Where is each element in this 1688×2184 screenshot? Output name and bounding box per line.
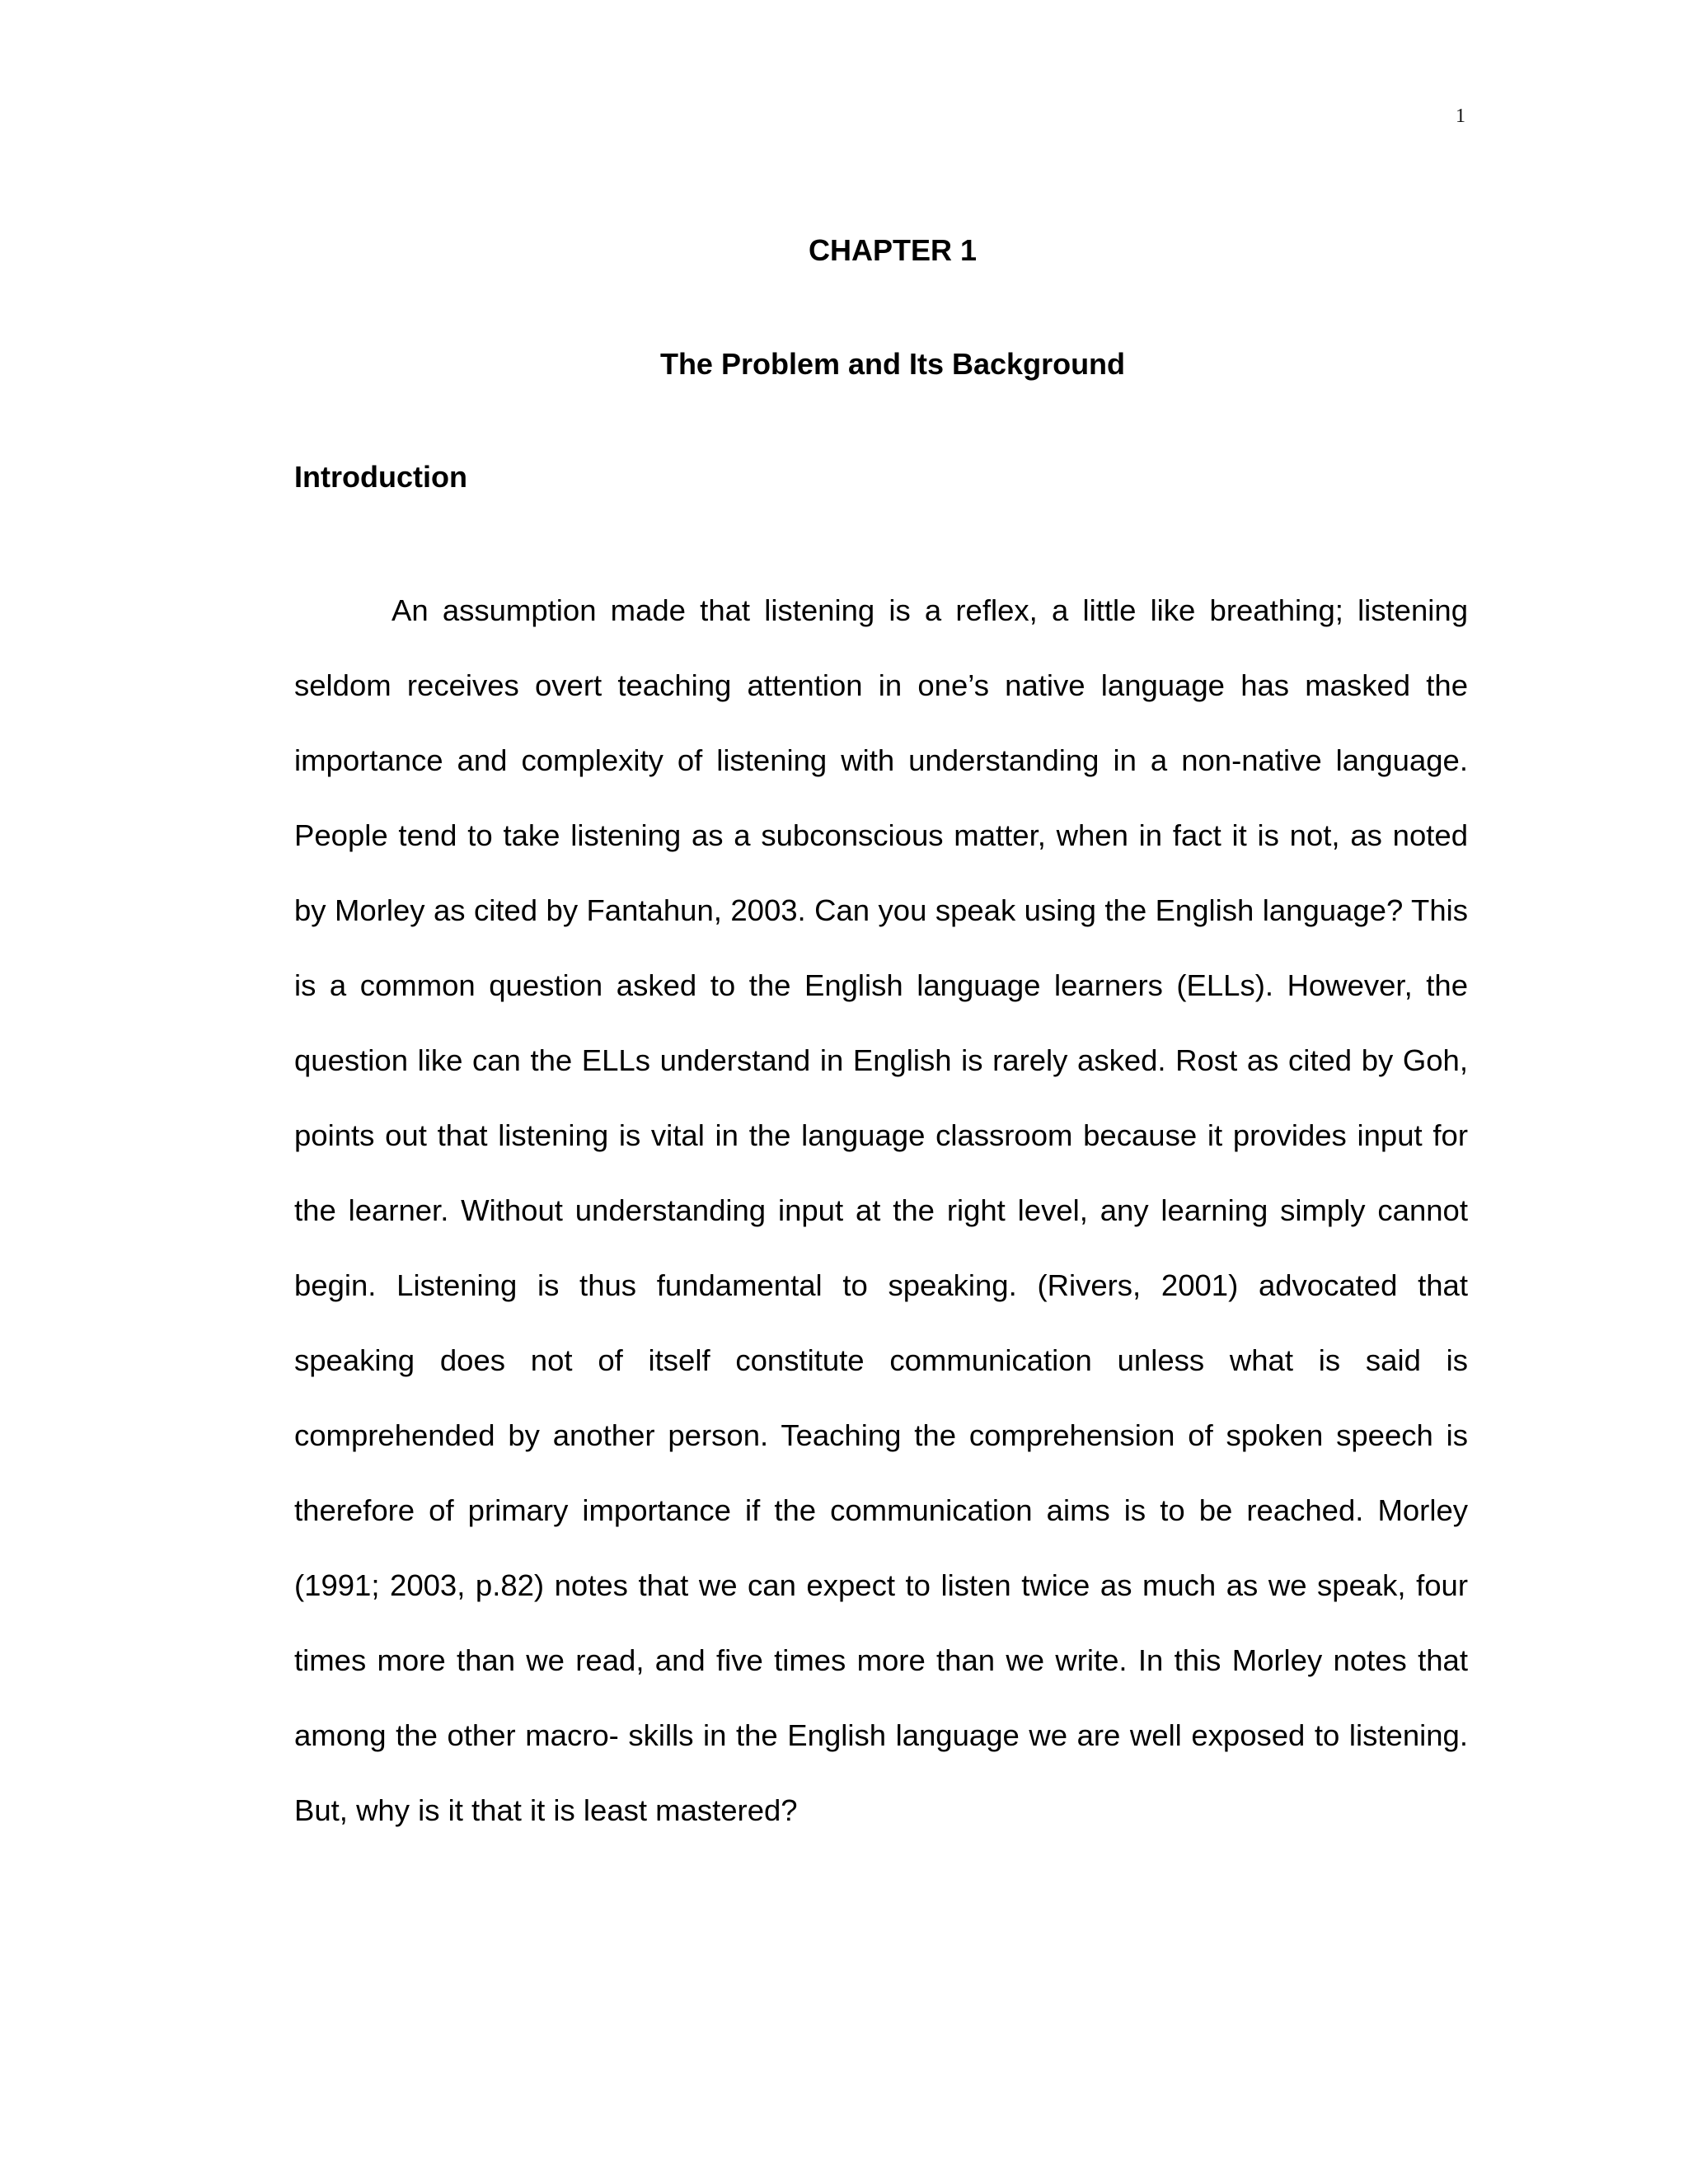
section-heading: Introduction	[294, 460, 467, 494]
chapter-subtitle: The Problem and Its Background	[659, 347, 1126, 381]
introduction-paragraph: An assumption made that listening is a reflex, a little like breathing; listening seldom receives overt teaching attention in one’s native language has masked the importance and complexity of listening with understanding in a non-native language. People tend to take listening as a subconscious matter, when in fact it is not, as noted by Morley as cited by Fantahun, 2003. Can you speak using the English language? This is a common question asked to the English language learners (ELLs). However, the question like can the ELLs understand in English is rarely asked. Rost as cited by Goh, points out that listening is vital in the language classroom because it provides input for the learner. Without understanding input at the right level, any learning simply cannot begin. Listening is thus fundamental to speaking. (Rivers, 2001) advocated that speaking does not of itself constitute communication unless what is said is comprehended by another person. Teaching the comprehension of spoken speech is therefore of primary importance if the communication aims is to be reached. Morley (1991; 2003, p.82) notes that we can expect to listen twice as much as we speak, four times more than we read, and five times more than we write. In this Morley notes that among the other macro- skills in the English language we are well exposed to listening. But, why is it that it is least mastered?	[294, 593, 1468, 1827]
page-number: 1	[1456, 105, 1465, 127]
chapter-title: CHAPTER 1	[808, 233, 978, 267]
